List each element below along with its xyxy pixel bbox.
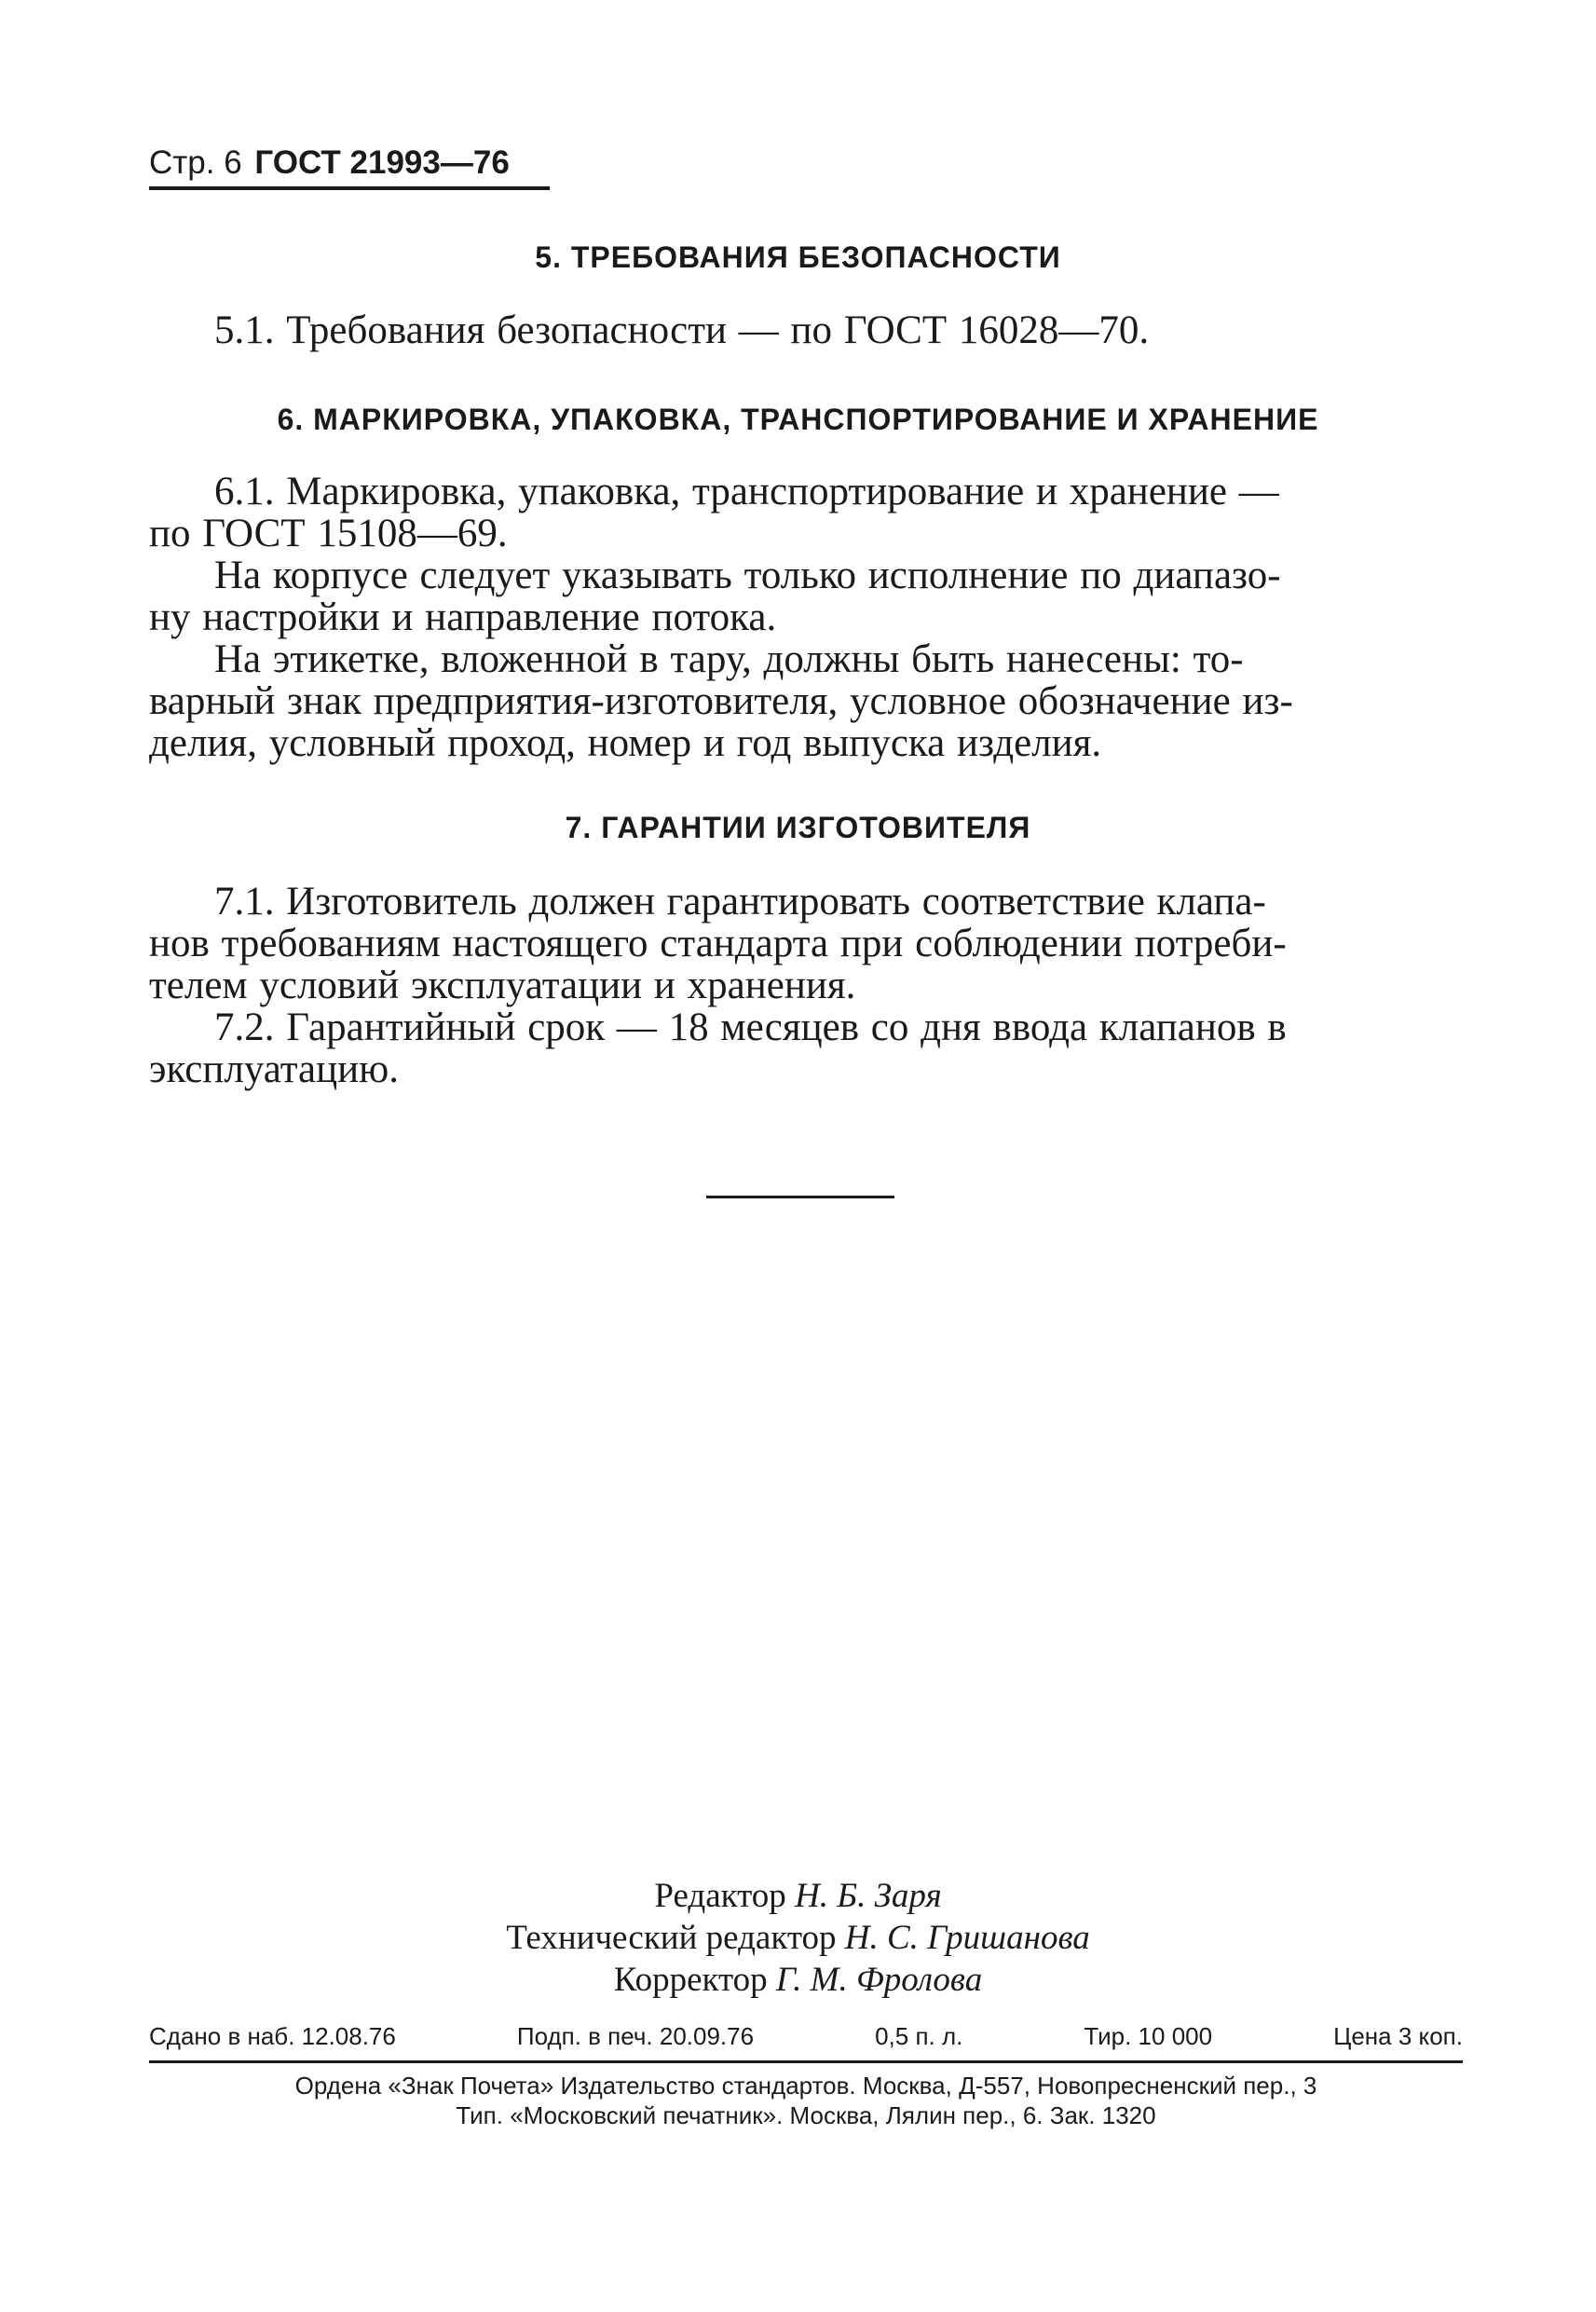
paragraph-line: по ГОСТ 15108—69. (149, 512, 508, 555)
paragraph-line: ну настройки и направление потока. (149, 595, 777, 639)
paragraph-6-3 (149, 638, 1463, 764)
paragraph-5-1 (149, 309, 1463, 351)
imprint-signed: Подп. в печ. 20.09.76 (516, 2022, 755, 2050)
tech-editor-label: Технический редактор (506, 1919, 837, 1957)
credits-proofreader (0, 1959, 1596, 2001)
paragraph-6-2 (149, 554, 1463, 638)
tech-editor-name: Н. С. Гришанова (844, 1919, 1090, 1957)
imprint-sheets: 0,5 п. л. (875, 2022, 963, 2050)
imprint-print-run: Тир. 10 000 (1084, 2022, 1213, 2050)
section-heading-safety: 5. ТРЕБОВАНИЯ БЕЗОПАСНОСТИ (535, 240, 1061, 274)
paragraph-line: делия, условный проход, номер и год выпуска изделия. (149, 721, 1102, 765)
paragraph-7-1 (149, 881, 1463, 1006)
credits-editor (0, 1875, 1596, 1917)
imprint-row (149, 2018, 1463, 2063)
page-header (149, 140, 550, 190)
section-heading-marking: 6. МАРКИРОВКА, УПАКОВКА, ТРАНСПОРТИРОВАНИЕ И ХРАНЕНИЕ (277, 403, 1319, 436)
paragraph-line: 6.1. Маркировка, упаковка, транспортирование и хранение — (214, 470, 1279, 513)
end-of-text-rule (706, 1196, 894, 1198)
paragraph-line: телем условий эксплуатации и хранения. (149, 964, 856, 1007)
paragraph-line: 7.1. Изготовитель должен гарантировать соответствие клапа- (214, 880, 1266, 923)
editor-name: Н. Б. Заря (795, 1877, 942, 1915)
imprint-price: Цена 3 коп. (1333, 2022, 1463, 2050)
paragraph-line: эксплуатацию. (149, 1047, 400, 1091)
proofreader-label: Корректор (613, 1961, 768, 1999)
proofreader-name: Г. М. Фролова (775, 1961, 983, 1999)
publisher-line-2: Тип. «Московский печатник». Москва, Лялин пер., 6. Зак. 1320 (456, 2101, 1156, 2129)
paragraph-line: варный знак предприятия-изготовителя, условное обозначение из- (149, 679, 1293, 723)
publisher-line-1: Ордена «Знак Почета» Издательство стандартов. Москва, Д-557, Новопресненский пер., 3 (294, 2072, 1317, 2100)
paragraph-line: 5.1. Требования безопасности — по ГОСТ 16028—70. (214, 308, 1150, 352)
paragraph-line: 7.2. Гарантийный срок — 18 месяцев со дня ввода клапанов в (214, 1006, 1287, 1049)
imprint-submitted: Сдано в наб. 12.08.76 (149, 2022, 396, 2050)
paragraph-7-2 (149, 1006, 1463, 1090)
paragraph-6-1 (149, 471, 1463, 554)
editor-label: Редактор (654, 1877, 786, 1915)
standard-number: ГОСТ 21993—76 (254, 144, 510, 181)
paragraph-line: нов требованиям настоящего стандарта при соблюдении потреби- (149, 922, 1287, 965)
paragraph-line: На этикетке, вложенной в тару, должны быть нанесены: то- (214, 637, 1244, 681)
section-heading-warranty: 7. ГАРАНТИИ ИЗГОТОВИТЕЛЯ (565, 811, 1031, 844)
publisher-info (149, 2071, 1463, 2130)
page-number: Стр. 6 (149, 144, 242, 181)
credits-tech-editor (0, 1917, 1596, 1959)
paragraph-line: На корпусе следует указывать только исполнение по диапазо- (214, 554, 1281, 597)
